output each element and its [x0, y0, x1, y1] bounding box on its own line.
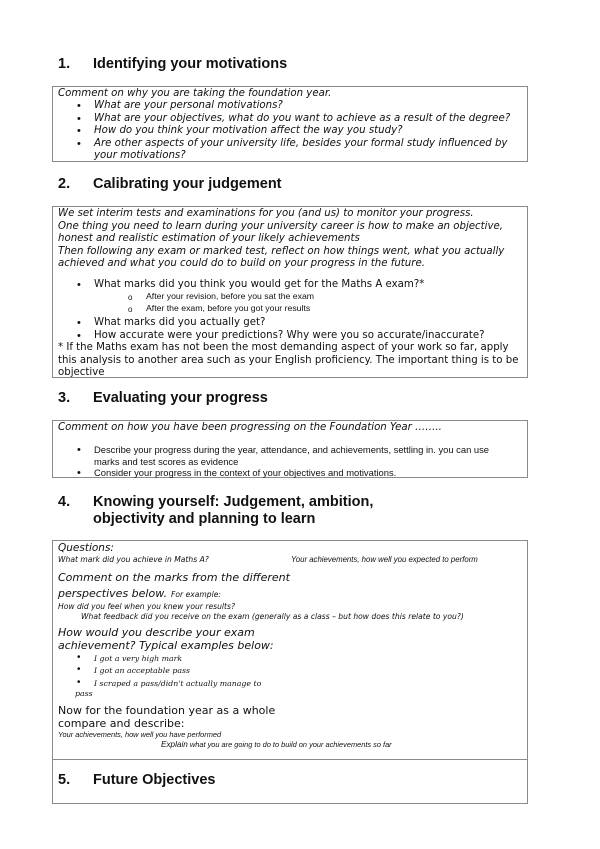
bullet-icon: • [77, 652, 81, 663]
list-item-continued: marks and test scores as evidence [94, 455, 239, 467]
section-3-heading [58, 390, 268, 407]
section-1-intro: Comment on why you are taking the foundation year. [58, 88, 332, 99]
circle-bullet-icon: o [128, 305, 133, 314]
list-item: What marks did you actually get? [94, 317, 266, 328]
sub-list-item: After the exam, before you got your results [146, 303, 311, 313]
bullet-icon: • [77, 100, 81, 112]
question-achievements: Your achievements, how well you expected to perform [291, 555, 478, 564]
example-item: I got an acceptable pass [94, 666, 190, 675]
bullet-icon: • [77, 279, 81, 291]
section-number: 4. [58, 494, 71, 510]
example-item: I got a very high mark [94, 654, 183, 663]
whole-year-line: Now for the foundation year as a whole [58, 704, 276, 717]
section-title [93, 494, 373, 528]
section-1-heading [58, 56, 287, 73]
for-example-label: For example: [171, 590, 221, 599]
section-title: Calibrating your judgement [93, 176, 282, 192]
section-title: Identifying your motivations [93, 56, 288, 72]
list-item: Consider your progress in the context of your objectives and motivations. [94, 467, 397, 478]
bullet-icon: • [77, 317, 81, 329]
section-number: 1. [58, 56, 71, 72]
whole-year-line: compare and describe: [58, 717, 185, 730]
list-item: How do you think your motivation affect the way you study? [94, 125, 403, 136]
box-divider [53, 759, 527, 760]
explain-text: what you are going to do to build on your achievements so far [187, 740, 392, 749]
intro-line: We set interim tests and examinations for you (and us) to monitor your progress. [58, 208, 474, 219]
section-number: 5. [58, 772, 71, 788]
comment-line: Comment on the marks from the different [58, 571, 290, 584]
section-number: 3. [58, 390, 71, 406]
intro-line: honest and realistic estimation of your likely achievements [58, 233, 360, 244]
section-3-intro: Comment on how you have been progressing on the Foundation Year …….. [58, 422, 442, 433]
circle-bullet-icon: o [128, 293, 133, 302]
intro-line: achieved and what you could do to build on your progress in the future. [58, 258, 425, 269]
list-item: Are other aspects of your university life, besides your formal study influenced by [94, 137, 508, 149]
section-4-box [52, 540, 528, 804]
list-item-continued: your motivations? [94, 150, 186, 161]
feel-question: How did you feel when you knew your results? [58, 602, 235, 611]
comment-text: perspectives below. [58, 587, 168, 600]
bullet-icon: • [77, 467, 81, 479]
section-1-box [52, 86, 528, 162]
section-2-heading [58, 176, 282, 193]
list-item: What marks did you think you would get for the Maths A exam?* [94, 279, 425, 290]
example-item-continued: pass [75, 689, 93, 698]
section-title-line: objectivity and planning to learn [93, 511, 316, 527]
list-item: What are your objectives, what do you want to achieve as a result of the degree? [94, 112, 511, 124]
section-number: 2. [58, 176, 71, 192]
section-title: Future Objectives [93, 772, 216, 788]
explain-prompt [161, 740, 392, 750]
footnote-line: this analysis to another area such as your English proficiency. The important thing is to be [58, 354, 519, 366]
section-title: Evaluating your progress [93, 390, 268, 406]
explain-label: Explain [161, 740, 188, 749]
describe-line: achievement? Typical examples below: [58, 639, 274, 652]
intro-line: One thing you need to learn during your university career is how to make an objective, [58, 220, 504, 232]
section-3-box [52, 420, 528, 478]
bullet-icon: • [77, 677, 81, 688]
bullet-icon: • [77, 125, 81, 137]
bullet-icon: • [77, 444, 81, 456]
section-2-box [52, 206, 528, 378]
footnote-line: * If the Maths exam has not been the most demanding aspect of your work so far, apply [58, 342, 509, 353]
bullet-icon: • [77, 664, 81, 675]
bullet-icon: • [77, 329, 81, 342]
intro-line: Then following any exam or marked test, reflect on how things went, what you actually [58, 245, 505, 257]
performed-prompt: Your achievements, how well you have performed [58, 730, 222, 739]
sub-list-item: After your revision, before you sat the exam [146, 291, 315, 301]
section-4-heading [58, 494, 373, 528]
comment-line-2 [58, 584, 221, 602]
section-title-line: Knowing yourself: Judgement, ambition, [93, 494, 374, 510]
list-item: How accurate were your predictions? Why were you so accurate/inaccurate? [94, 329, 485, 341]
questions-label: Questions: [58, 542, 114, 554]
bullet-icon: • [77, 112, 81, 125]
question-maths-a: What mark did you achieve in Maths A? [58, 555, 209, 564]
bullet-icon: • [77, 137, 81, 150]
example-item: I scraped a pass/didn't actually manage to [94, 679, 262, 688]
section-5-heading [58, 772, 215, 789]
describe-line: How would you describe your exam [58, 626, 255, 639]
feedback-question: What feedback did you receive on the exam (generally as a class – but how does this relate to you?) [81, 612, 464, 621]
list-item: What are your personal motivations? [94, 100, 283, 111]
footnote-line: objective [58, 367, 105, 378]
list-item: Describe your progress during the year, attendance, and achievements, settling in. you can use [94, 444, 490, 455]
